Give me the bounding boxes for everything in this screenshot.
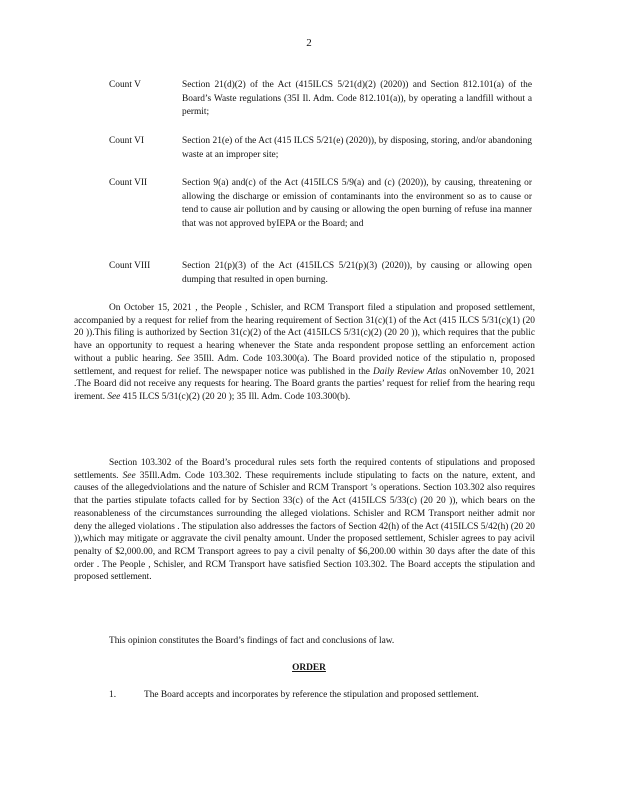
order-item-text: The Board accepts and incorporates by reference the stipulation and proposed settlement. — [144, 690, 479, 700]
newspaper-name: Daily Review Atlas — [373, 366, 447, 377]
settlement-filing-paragraph — [74, 302, 535, 404]
order-heading: ORDER — [292, 663, 326, 673]
count-label: Count VII — [109, 178, 148, 188]
count-item-vii — [109, 177, 532, 247]
citation-signal: See — [176, 353, 190, 364]
findings-statement: This opinion constitutes the Board’s findings of fact and conclusions of law. — [109, 636, 395, 646]
procedural-rules-paragraph — [74, 457, 535, 584]
paragraph-text: 35Ill. Adm. Code 103.300(a). The Board provided notice of the stipulatio n, proposed settlement, and request for relief. The newspaper notice was published in the — [74, 353, 535, 377]
paragraph-text: onNovember 10, 2021 .The Board did not receive any requests for hearing. The Board grants the parties’ request for relief from the hearing requ irement. — [74, 366, 535, 402]
count-text: Section 21(p)(3) of the Act (415ILCS 5/21(p)(3) (2020)), by causing or allowing open dumping that resulted in open burning. — [182, 261, 532, 285]
paragraph-text: 35Ill.Adm. Code 103.302. These requirements include stipulating to facts on the nature, extent, and causes of the allegedviolations and the nature of Schisler and RCM Transport ’s operations. Section 103.302 also requires that the parties stipulate tofacts called for by Section 33(c) of the Act (415ILCS 5/33(c) (20 20 )), which bears on the reasonableness of the circumstances surrounding the alleged violations. Schisler and RCM Transport neither admit nor deny the alleged violations . The stipulation also addresses the factors of Section 42(h) of the Act (415ILCS 5/42(h) (20 20 )),which may mitigate or aggravate the civil penalty amount. Under the proposed settlement, Schisler agrees to pay acivil penalty of $2,000.00, and RCM Transport agrees to pay a civil penalty of $6,200.00 within 30 days after the date of this order . The People , Schisler, and RCM Transport have satisfied Section 103.302. The Board accepts the stipulation and proposed settlement. — [74, 470, 536, 583]
count-text: Section 21(d)(2) of the Act (415ILCS 5/21(d)(2) (2020)) and Section 812.101(a) of the Board’s Waste regulations (35I Il. Adm. Code 812.101(a)), by operating a landfill without a permit; — [182, 80, 532, 118]
count-item-viii — [109, 260, 532, 288]
citation-signal: See — [122, 470, 136, 481]
citation-signal: See — [107, 391, 121, 402]
paragraph-text: Section 103.302 of the Board’s procedural rules sets forth the required contents of stipulations and proposed settlements. — [74, 458, 535, 481]
count-item-v — [109, 79, 532, 121]
count-text: Section 9(a) and(c) of the Act (415ILCS 5/9(a) and (c) (2020)), by causing, threatening or allowing the discharge or emission of contaminants into the environment so as to cause or tend to cause air pollution and by causing or allowing the open burning of refuse ina manner that was not approved byIEPA or the Board; and — [182, 178, 532, 229]
count-item-vi — [109, 135, 532, 163]
count-label: Count VI — [109, 136, 144, 146]
count-label: Count V — [109, 80, 141, 90]
page-number: 2 — [306, 37, 312, 49]
count-label: Count VIII — [109, 261, 151, 271]
paragraph-text: On October 15, 2021 , the People , Schisler, and RCM Transport filed a stipulation and proposed settlement, accompanied by a request for relief from the hearing requirement of Section 31(c)(1) of the Act (415 ILCS 5/31(c)(1) (20 20 )).This filing is authorized by Section 31(c)(2) of the Act (415ILCS 5/31(c)(2) (20 20 )), which requires that the public have an opportunity to request a hearing whenever the State anda respondent propose settling an enforcement action without a public hearing. — [74, 303, 535, 364]
paragraph-text: 415 ILCS 5/31(c)(2) (20 20 ); 35 Ill. Adm. Code 103.300(b). — [122, 391, 351, 402]
order-item-number: 1. — [109, 690, 117, 700]
count-text: Section 21(e) of the Act (415 ILCS 5/21(e) (2020)), by disposing, storing, and/or abandoning waste at an improper site; — [182, 136, 532, 160]
